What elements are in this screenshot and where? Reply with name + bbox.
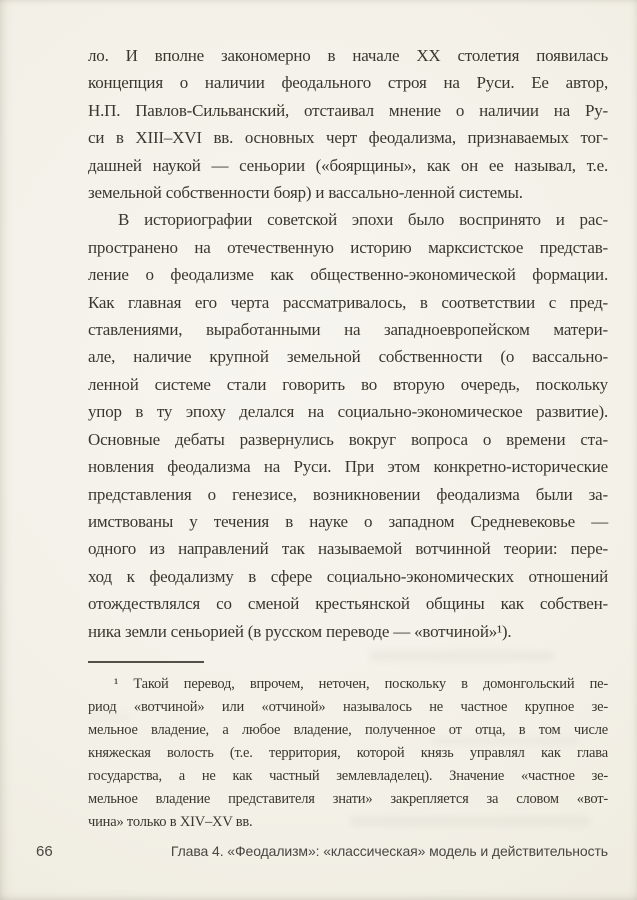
footnote (88, 673, 608, 834)
text-line: Как главная его черта рассматривалось, в соответствии с пред- (88, 292, 608, 312)
text-line: ¹ Такой перевод, впрочем, неточен, поскольку в домонгольский пе- (114, 675, 608, 692)
footnote-text (88, 673, 608, 834)
text-line: мельное владение представителя знати» закрепляется за словом «вот- (88, 790, 608, 807)
text-line: чина» только в XIV–XV вв. (88, 813, 253, 830)
page-text-block (88, 42, 608, 834)
page-footer (36, 843, 608, 860)
text-line: одного из направлений так называемой вотчинной теории: пере- (88, 539, 608, 559)
text-line: мельное владение, а любое владение, полученное от отца, в том числе (88, 721, 608, 738)
text-line: ление о феодализме как общественно-экономической формации. (88, 265, 608, 285)
text-line: государства, а не как частный землевладелец). Значение «частное зе- (88, 767, 608, 784)
text-line: упор в ту эпоху делался на социально-экономическое развитие). (88, 402, 608, 422)
text-line: але, наличие крупной земельной собственности (о вассально- (88, 347, 608, 367)
text-line: ло. И вполне закономерно в начале XX столетия появилась (88, 46, 608, 65)
text-line: отождествлялся со сменой крестьянской общины как собствен- (88, 594, 608, 614)
text-line: риод «вотчиной» или «отчиной» называлось не частное крупное зе- (88, 698, 608, 715)
body-paragraphs (88, 42, 608, 645)
text-line: дашней наукой — сеньории («боярщины», как он ее называл, т.е. (88, 155, 608, 175)
text-line: си в XIII–XVI вв. основных черт феодализма, признаваемых тог- (88, 128, 608, 148)
text-line: ставлениями, выработанными на западноевропейском матери- (88, 320, 608, 340)
text-line: ленной системе стали говорить во вторую очередь, поскольку (88, 374, 608, 394)
text-line: Основные дебаты развернулись вокруг вопроса о времени ста- (88, 429, 608, 449)
text-line: В историографии советской эпохи было воспринято и рас- (118, 210, 608, 230)
text-line: пространено на отечественную историю марксистское представ- (88, 237, 608, 257)
text-line: представления о генезисе, возникновении феодализма были за- (88, 484, 608, 504)
footnote-separator (88, 661, 204, 663)
text-line: ход к феодализму в сфере социально-экономических отношений (88, 566, 608, 586)
text-line: Н.П. Павлов-Сильванский, отстаивал мнение о наличии на Ру- (88, 100, 608, 120)
paragraph (88, 42, 608, 206)
paragraph (88, 206, 608, 645)
running-title: Глава 4. «Феодализм»: «классическая» модель и действительность (170, 843, 608, 859)
text-line: княжеская волость (т.е. территория, которой князь управлял как глава (88, 744, 608, 761)
text-line: имствованы у течения в науке о западном Средневековье — (88, 511, 608, 531)
text-line: ника земли сеньорией (в русском переводе — «вотчиной»¹). (88, 621, 512, 641)
page-number: 66 (36, 843, 53, 860)
text-line: земельной собственности бояр) и вассально-ленной системы. (88, 183, 523, 203)
text-line: новления феодализма на Руси. При этом конкретно-исторические (88, 457, 608, 477)
text-line: концепция о наличии феодального строя на Руси. Ее автор, (88, 73, 608, 93)
